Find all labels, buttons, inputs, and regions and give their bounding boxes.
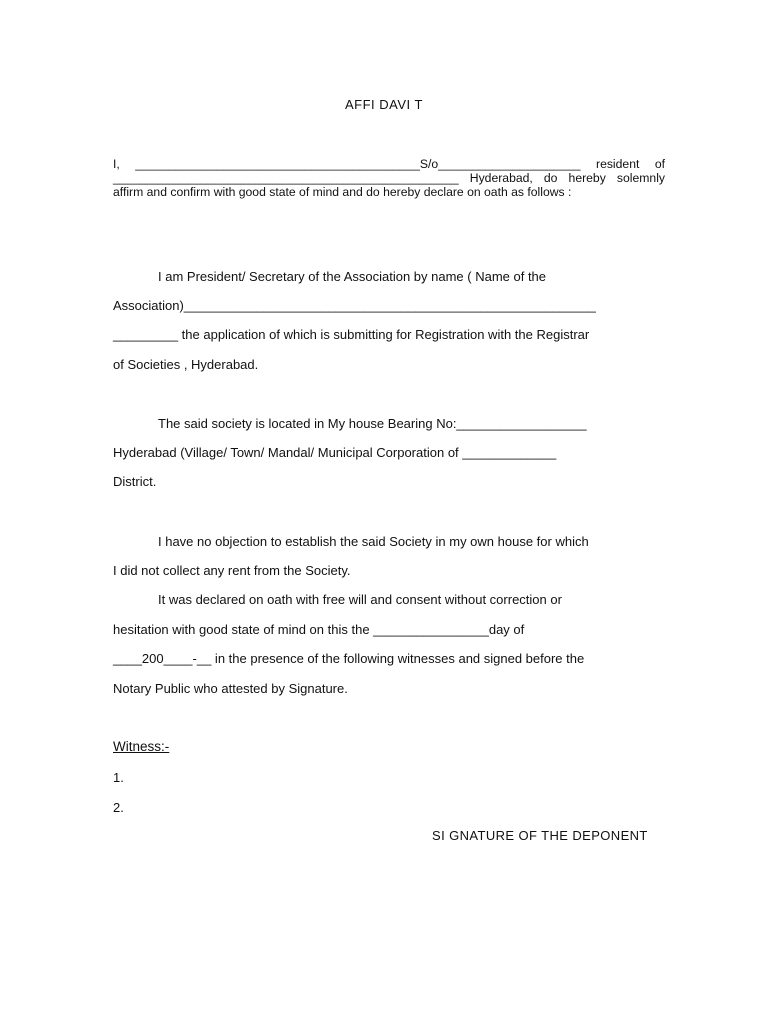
para-line-13: Notary Public who attested by Signature.	[113, 681, 348, 696]
para-line-9: I did not collect any rent from the Society.	[113, 563, 351, 578]
witness-heading: Witness:-	[113, 739, 170, 754]
para-line-8: I have no objection to establish the said Society in my own house for which	[158, 534, 589, 549]
para-line-7: District.	[113, 474, 157, 489]
para-line-12: ____200____-__ in the presence of the following witnesses and signed before the	[113, 651, 585, 666]
para-line-5: The said society is located in My house Bearing No:__________________	[158, 416, 587, 431]
para-line-6: Hyderabad (Village/ Town/ Mandal/ Municipal Corporation of _____________	[113, 445, 557, 460]
intro-paragraph: I, __________________________________________S/o_____________________ resident of ___________________________________________________ Hyderabad, do hereby solemnly affirm and confirm with good state of mind and do hereby declare on oath as follows :	[113, 157, 665, 200]
para-line-2: Association)_________________________________________________________	[113, 298, 596, 313]
para-line-11: hesitation with good state of mind on this the ________________day of	[113, 622, 525, 637]
para-line-1: I am President/ Secretary of the Association by name ( Name of the	[158, 269, 547, 284]
para-line-4: of Societies , Hyderabad.	[113, 357, 259, 372]
document-title: AFFI DAVI T	[345, 97, 423, 112]
signature-label: SI GNATURE OF THE DEPONENT	[432, 828, 648, 843]
witness-number-2: 2.	[113, 800, 124, 815]
para-line-10: It was declared on oath with free will and consent without correction or	[158, 592, 562, 607]
witness-number-1: 1.	[113, 770, 124, 785]
para-line-3: _________ the application of which is submitting for Registration with the Registrar	[113, 327, 590, 342]
